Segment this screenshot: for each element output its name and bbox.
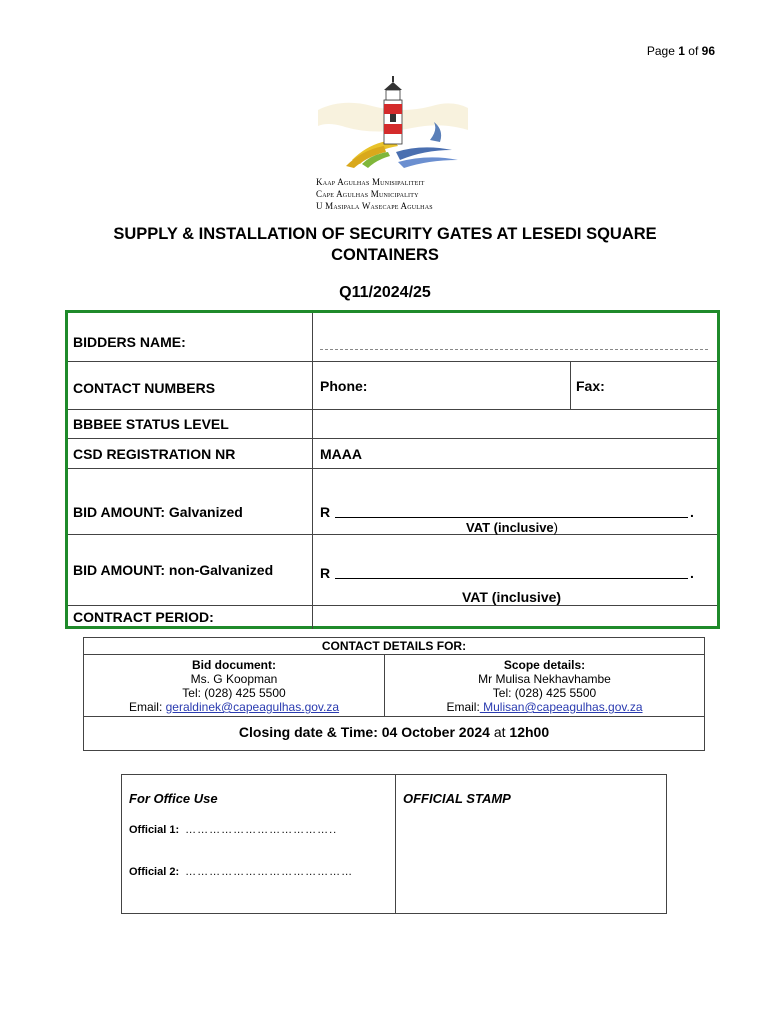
vat-note: VAT (inclusive) <box>466 520 558 535</box>
contract-period-label: CONTRACT PERIOD: <box>73 609 214 625</box>
bid-galvanized-row: BID AMOUNT: Galvanized R . VAT (inclusive) <box>68 469 717 535</box>
bid-non-galvanized-field[interactable] <box>335 578 688 579</box>
bid-non-galvanized-row: BID AMOUNT: non-Galvanized R . VAT (inclusive) <box>68 535 717 606</box>
csd-row <box>68 439 717 469</box>
contact-details-table <box>83 637 705 751</box>
bidders-name-row <box>68 313 717 362</box>
csd-label: CSD REGISTRATION NR <box>73 446 236 462</box>
organisation-name-en: Cape Agulhas Municipality <box>316 189 419 199</box>
bid-details-table <box>65 310 720 629</box>
bid-galvanized-field[interactable] <box>335 517 688 518</box>
organisation-name <box>316 176 476 212</box>
vat-note: VAT (inclusive) <box>462 589 562 605</box>
contact-details-heading: CONTACT DETAILS FOR: <box>84 638 704 655</box>
official-2-field[interactable]: Official 2: …………………………………… <box>129 866 354 878</box>
scope-details-contact: Scope details: Mr Mulisa Nekhavhambe Tel: (028) 425 5500 Email: Mulisan@capeagulhas.gov.za <box>446 658 643 714</box>
csd-value[interactable]: MAAA <box>320 446 362 462</box>
page-number: Page 1 of 96 <box>646 44 715 58</box>
contact-numbers-label: CONTACT NUMBERS <box>73 380 216 396</box>
bbbee-label: BBBEE STATUS LEVEL <box>73 416 229 432</box>
bid-non-galvanized-label: BID AMOUNT: non-Galvanized <box>73 562 274 578</box>
document-title: SUPPLY & INSTALLATION OF SECURITY GATES AT LESEDI SQUARE CONTAINERS <box>113 225 657 264</box>
organisation-name-af: Kaap Agulhas Munisipaliteit <box>316 177 425 187</box>
office-use-heading: For Office Use <box>129 791 218 806</box>
closing-date: Closing date & Time: 04 October 2024 at 12h00 <box>238 724 550 740</box>
contract-period-row <box>68 606 717 629</box>
fax-field[interactable]: Fax: <box>576 378 605 394</box>
official-stamp-heading: OFFICIAL STAMP <box>403 791 511 806</box>
bid-galvanized-label: BID AMOUNT: Galvanized <box>73 504 243 520</box>
phone-field[interactable]: Phone: <box>320 378 368 394</box>
bidders-name-field[interactable] <box>320 349 708 350</box>
currency-symbol: R <box>320 565 331 581</box>
bid-document-email-link[interactable]: geraldinek@capeagulhas.gov.za <box>165 700 340 714</box>
contact-numbers-row <box>68 362 717 410</box>
bbbee-row <box>68 410 717 439</box>
bidders-name-label: BIDDERS NAME: <box>73 334 186 350</box>
bid-document-contact: Bid document: Ms. G Koopman Tel: (028) 425 5500 Email: geraldinek@capeagulhas.gov.za <box>84 654 385 716</box>
scope-details-email-link[interactable]: Mulisan@capeagulhas.gov.za <box>479 700 643 714</box>
reference-number: Q11/2024/25 <box>339 284 431 301</box>
municipality-logo <box>312 70 472 174</box>
organisation-name-xh: U Masipala Wasecape Agulhas <box>316 201 433 211</box>
office-use-box <box>121 774 667 914</box>
currency-symbol: R <box>320 504 331 520</box>
official-1-field[interactable]: Official 1: ……………………………….. <box>129 824 338 836</box>
